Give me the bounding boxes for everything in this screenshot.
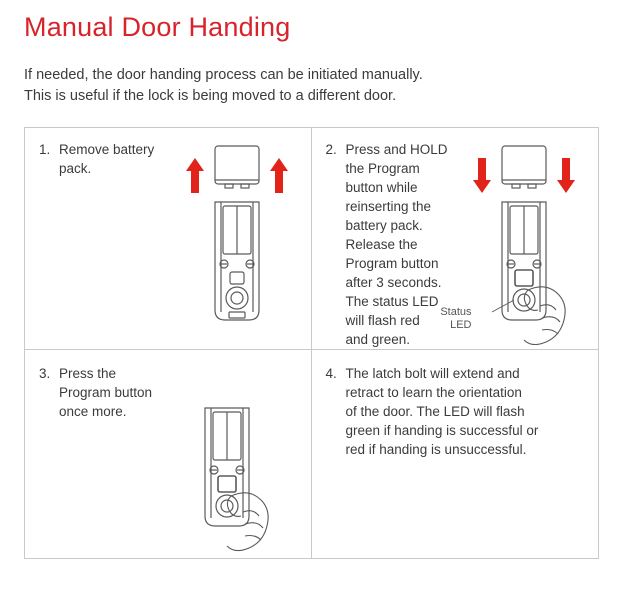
steps-grid (24, 127, 599, 559)
page-title: Manual Door Handing (24, 12, 291, 42)
step-4-line-2: retract to learn the orientation (345, 385, 522, 400)
intro-line-1: If needed, the door handing process can be initiated manually. (24, 67, 423, 83)
step-3-text (39, 364, 189, 421)
lock-battery-removal-diagram (175, 140, 300, 340)
step-4-line-5: red if handing is unsuccessful. (345, 442, 527, 457)
step-3-number: 3. (39, 366, 51, 381)
down-arrows (473, 158, 575, 193)
step-4-line-3: of the door. The LED will flash (345, 404, 525, 419)
step-2-line-6: Release the (345, 237, 418, 252)
up-arrows (186, 158, 288, 193)
step-2-line-3: button while (345, 180, 418, 195)
document-page (0, 12, 624, 597)
intro-line-2: This is useful if the lock is being moved to a different door. (24, 88, 397, 104)
step-2-number: 2. (325, 142, 337, 157)
step-1-number: 1. (39, 142, 51, 157)
step-1-text (39, 140, 189, 178)
step-4-text (326, 364, 596, 459)
step-3-line-3: once more. (59, 404, 127, 419)
step-2-line-5: battery pack. (345, 218, 423, 233)
step-2-line-10: will flash red (345, 313, 420, 328)
step-2-line-2: the Program (345, 161, 420, 176)
step-2-line-1: Press and HOLD (345, 142, 448, 157)
step-2-line-4: reinserting the (345, 199, 432, 214)
status-led-caption-line-2: LED (450, 319, 472, 331)
step-3-line-1: Press the (59, 366, 117, 381)
step-4-line-1: The latch bolt will extend and (345, 366, 520, 381)
intro-paragraph (24, 65, 600, 107)
status-led-caption-line-1: Status (440, 306, 472, 318)
step-2-line-7: Program button (345, 256, 439, 271)
lock-program-button-press-diagram (185, 400, 310, 558)
step-1-line-2: pack. (59, 161, 92, 176)
step-4-line-4: green if handing is successful or (345, 423, 539, 438)
step-1-line-1: Remove battery (59, 142, 155, 157)
step-2-line-11: and green. (345, 332, 411, 347)
lock-program-button-hold-diagram (462, 140, 597, 345)
step-cell-3 (25, 350, 312, 558)
step-cell-2 (312, 128, 599, 350)
step-cell-1 (25, 128, 312, 350)
step-2-line-8: after 3 seconds. (345, 275, 442, 290)
step-cell-4 (312, 350, 599, 558)
step-3-line-2: Program button (59, 385, 153, 400)
step-4-number: 4. (325, 366, 337, 381)
step-2-line-9: The status LED (345, 294, 439, 309)
